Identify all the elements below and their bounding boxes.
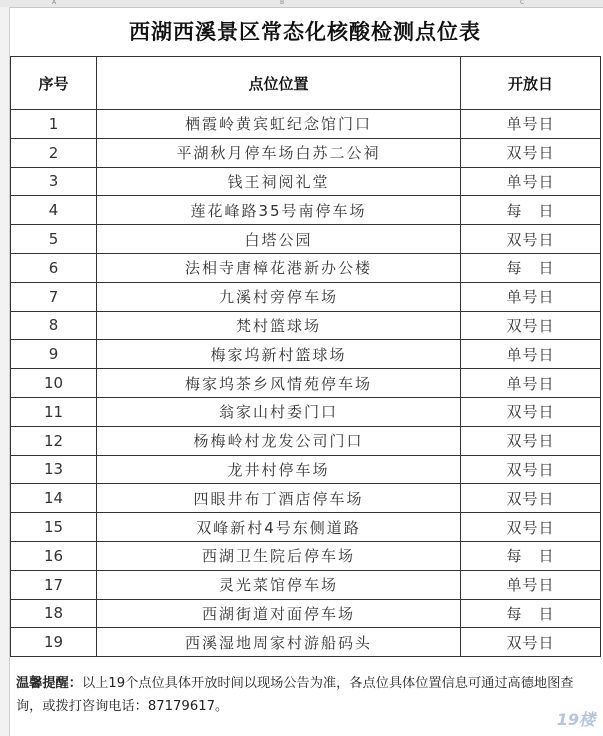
cell-index: 11 xyxy=(11,397,97,426)
table-row xyxy=(11,311,601,340)
cell-location: 西湖卫生院后停车场 xyxy=(97,541,461,570)
table-row xyxy=(11,397,601,426)
cell-location: 灵光菜馆停车场 xyxy=(97,570,461,599)
table-row xyxy=(11,570,601,599)
table-row xyxy=(11,513,601,542)
cell-index: 2 xyxy=(11,138,97,167)
table-row xyxy=(11,253,601,282)
row-number-gutter xyxy=(0,7,10,736)
cell-index: 13 xyxy=(11,455,97,484)
table-row xyxy=(11,369,601,398)
cell-open-days: 双号日 xyxy=(461,484,601,513)
cell-open-days: 单号日 xyxy=(461,369,601,398)
site-watermark-logo: 19楼 xyxy=(556,710,595,729)
reminder-label: 温馨提醒： xyxy=(16,676,82,691)
table-header-row xyxy=(11,57,601,110)
table-row xyxy=(11,138,601,167)
cell-location: 九溪村旁停车场 xyxy=(97,282,461,311)
cell-index: 5 xyxy=(11,225,97,254)
page-title: 西湖西溪景区常态化核酸检测点位表 xyxy=(129,20,481,44)
cell-index: 18 xyxy=(11,599,97,628)
cell-open-days: 双号日 xyxy=(461,426,601,455)
cell-location: 四眼井布丁酒店停车场 xyxy=(97,484,461,513)
cell-open-days: 每 日 xyxy=(461,253,601,282)
cell-location: 法相寺唐樟花港新办公楼 xyxy=(97,253,461,282)
cell-index: 4 xyxy=(11,196,97,225)
cell-index: 8 xyxy=(11,311,97,340)
cell-index: 14 xyxy=(11,484,97,513)
table-row xyxy=(11,599,601,628)
cell-open-days: 单号日 xyxy=(461,340,601,369)
column-header-bar xyxy=(0,0,603,8)
cell-location: 梵村篮球场 xyxy=(97,311,461,340)
cell-index: 17 xyxy=(11,570,97,599)
cell-index: 3 xyxy=(11,167,97,196)
cell-index: 6 xyxy=(11,253,97,282)
table-row xyxy=(11,167,601,196)
column-letter-a: A xyxy=(52,0,57,6)
reminder-text: 以上19个点位具体开放时间以现场公告为准，各点位具体位置信息可通过高德地图查询，或拨打咨询电话：87179617。 xyxy=(16,676,574,714)
cell-index: 19 xyxy=(11,628,97,657)
cell-open-days: 单号日 xyxy=(461,110,601,139)
reminder-note xyxy=(10,664,599,718)
table-row xyxy=(11,282,601,311)
cell-index: 9 xyxy=(11,340,97,369)
cell-open-days: 双号日 xyxy=(461,225,601,254)
cell-open-days: 双号日 xyxy=(461,311,601,340)
cell-location: 栖霞岭黄宾虹纪念馆门口 xyxy=(97,110,461,139)
cell-location: 梅家坞茶乡风情苑停车场 xyxy=(97,369,461,398)
table-row xyxy=(11,541,601,570)
cell-open-days: 双号日 xyxy=(461,628,601,657)
table-row xyxy=(11,225,601,254)
cell-index: 15 xyxy=(11,513,97,542)
table-row xyxy=(11,484,601,513)
testing-sites-table xyxy=(10,56,601,657)
cell-open-days: 双号日 xyxy=(461,138,601,167)
cell-open-days: 每 日 xyxy=(461,196,601,225)
cell-open-days: 双号日 xyxy=(461,455,601,484)
cell-open-days: 单号日 xyxy=(461,570,601,599)
cell-location: 梅家坞新村篮球场 xyxy=(97,340,461,369)
cell-location: 龙井村停车场 xyxy=(97,455,461,484)
cell-open-days: 双号日 xyxy=(461,513,601,542)
cell-index: 10 xyxy=(11,369,97,398)
table-row xyxy=(11,110,601,139)
cell-index: 16 xyxy=(11,541,97,570)
header-open-days: 开放日 xyxy=(461,57,601,110)
header-location: 点位位置 xyxy=(97,57,461,110)
header-index: 序号 xyxy=(11,57,97,110)
cell-index: 1 xyxy=(11,110,97,139)
column-letter-c: C xyxy=(520,0,525,6)
cell-open-days: 单号日 xyxy=(461,167,601,196)
table-row xyxy=(11,426,601,455)
cell-location: 平湖秋月停车场白苏二公祠 xyxy=(97,138,461,167)
table-row xyxy=(11,455,601,484)
cell-location: 钱王祠阅礼堂 xyxy=(97,167,461,196)
cell-open-days: 每 日 xyxy=(461,541,601,570)
cell-location: 西湖街道对面停车场 xyxy=(97,599,461,628)
cell-location: 双峰新村4号东侧道路 xyxy=(97,513,461,542)
cell-location: 西溪湿地周家村游船码头 xyxy=(97,628,461,657)
cell-location: 莲花峰路35号南停车场 xyxy=(97,196,461,225)
cell-open-days: 双号日 xyxy=(461,397,601,426)
cell-index: 7 xyxy=(11,282,97,311)
cell-location: 翁家山村委门口 xyxy=(97,397,461,426)
column-letter-b: B xyxy=(280,0,285,6)
table-row xyxy=(11,196,601,225)
table-row xyxy=(11,340,601,369)
cell-open-days: 单号日 xyxy=(461,282,601,311)
cell-open-days: 每 日 xyxy=(461,599,601,628)
cell-location: 白塔公园 xyxy=(97,225,461,254)
table-row xyxy=(11,628,601,657)
cell-location: 杨梅岭村龙发公司门口 xyxy=(97,426,461,455)
cell-index: 12 xyxy=(11,426,97,455)
